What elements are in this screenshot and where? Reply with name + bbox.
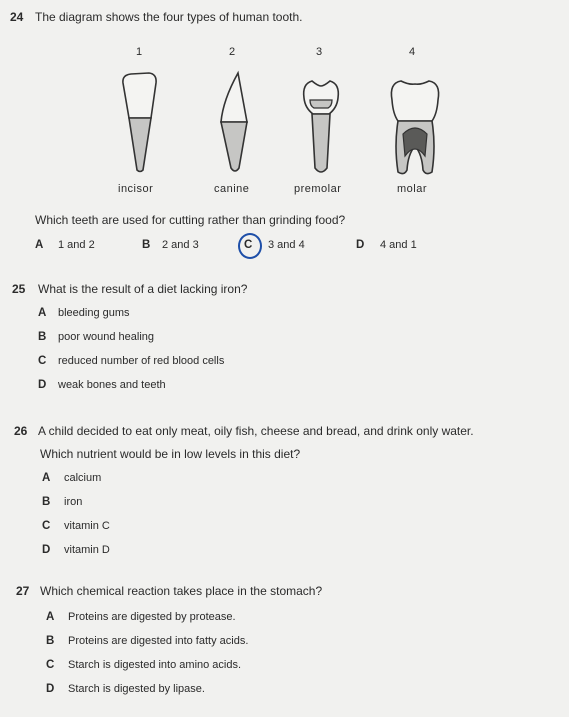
canine-tooth-icon	[212, 70, 256, 180]
question-prompt: Which nutrient would be in low levels in this diet?	[40, 447, 301, 461]
option-letter-b[interactable]: B	[42, 496, 51, 508]
option-text-a[interactable]: 1 and 2	[58, 239, 95, 251]
question-number: 24	[10, 10, 24, 24]
option-letter-a[interactable]: A	[38, 307, 47, 319]
option-text-a[interactable]: Proteins are digested by protease.	[68, 611, 236, 623]
question-stem: A child decided to eat only meat, oily fish, cheese and bread, and drink only water.	[38, 424, 474, 438]
option-text-a[interactable]: calcium	[64, 472, 102, 484]
option-text-c[interactable]: Starch is digested into amino acids.	[68, 659, 242, 671]
option-letter-c[interactable]: C	[46, 659, 55, 671]
option-text-c[interactable]: vitamin C	[64, 520, 110, 532]
tooth-label-premolar: premolar	[294, 183, 342, 195]
tooth-number-1: 1	[136, 46, 143, 58]
premolar-tooth-icon	[298, 76, 344, 180]
option-letter-c[interactable]: C	[38, 355, 47, 367]
option-text-b[interactable]: iron	[64, 496, 83, 508]
option-letter-b[interactable]: B	[46, 635, 55, 647]
option-text-b[interactable]: 2 and 3	[162, 239, 199, 251]
option-letter-a[interactable]: A	[46, 611, 55, 623]
tooth-number-4: 4	[409, 46, 416, 58]
option-letter-b[interactable]: B	[142, 239, 151, 251]
option-text-c[interactable]: 3 and 4	[268, 239, 305, 251]
molar-tooth-icon	[385, 76, 445, 180]
question-prompt: Which teeth are used for cutting rather than grinding food?	[35, 213, 346, 227]
option-letter-d[interactable]: D	[46, 683, 55, 695]
option-text-b[interactable]: poor wound healing	[58, 331, 155, 343]
option-text-d[interactable]: weak bones and teeth	[58, 379, 166, 391]
option-letter-d[interactable]: D	[38, 379, 47, 391]
option-letter-c[interactable]: C	[42, 520, 51, 532]
tooth-number-3: 3	[316, 46, 323, 58]
option-text-d[interactable]: vitamin D	[64, 544, 110, 556]
option-letter-d[interactable]: D	[356, 239, 365, 251]
question-stem: What is the result of a diet lacking iron?	[38, 282, 248, 296]
incisor-tooth-icon	[118, 70, 162, 180]
tooth-label-incisor: incisor	[118, 183, 154, 195]
option-letter-b[interactable]: B	[38, 331, 47, 343]
option-text-d[interactable]: 4 and 1	[380, 239, 417, 251]
option-letter-d[interactable]: D	[42, 544, 51, 556]
option-letter-a[interactable]: A	[35, 239, 44, 251]
question-number: 27	[16, 584, 30, 598]
tooth-label-molar: molar	[397, 183, 428, 195]
tooth-label-canine: canine	[214, 183, 250, 195]
option-letter-a[interactable]: A	[42, 472, 51, 484]
question-number: 26	[14, 424, 28, 438]
option-text-c[interactable]: reduced number of red blood cells	[58, 355, 225, 367]
option-text-b[interactable]: Proteins are digested into fatty acids.	[68, 635, 249, 647]
tooth-number-2: 2	[229, 46, 236, 58]
question-stem: Which chemical reaction takes place in the stomach?	[40, 584, 323, 598]
option-letter-c[interactable]: C	[244, 239, 253, 251]
option-text-a[interactable]: bleeding gums	[58, 307, 130, 319]
option-text-d[interactable]: Starch is digested by lipase.	[68, 683, 205, 695]
question-number: 25	[12, 282, 26, 296]
question-stem: The diagram shows the four types of human tooth.	[35, 10, 303, 24]
